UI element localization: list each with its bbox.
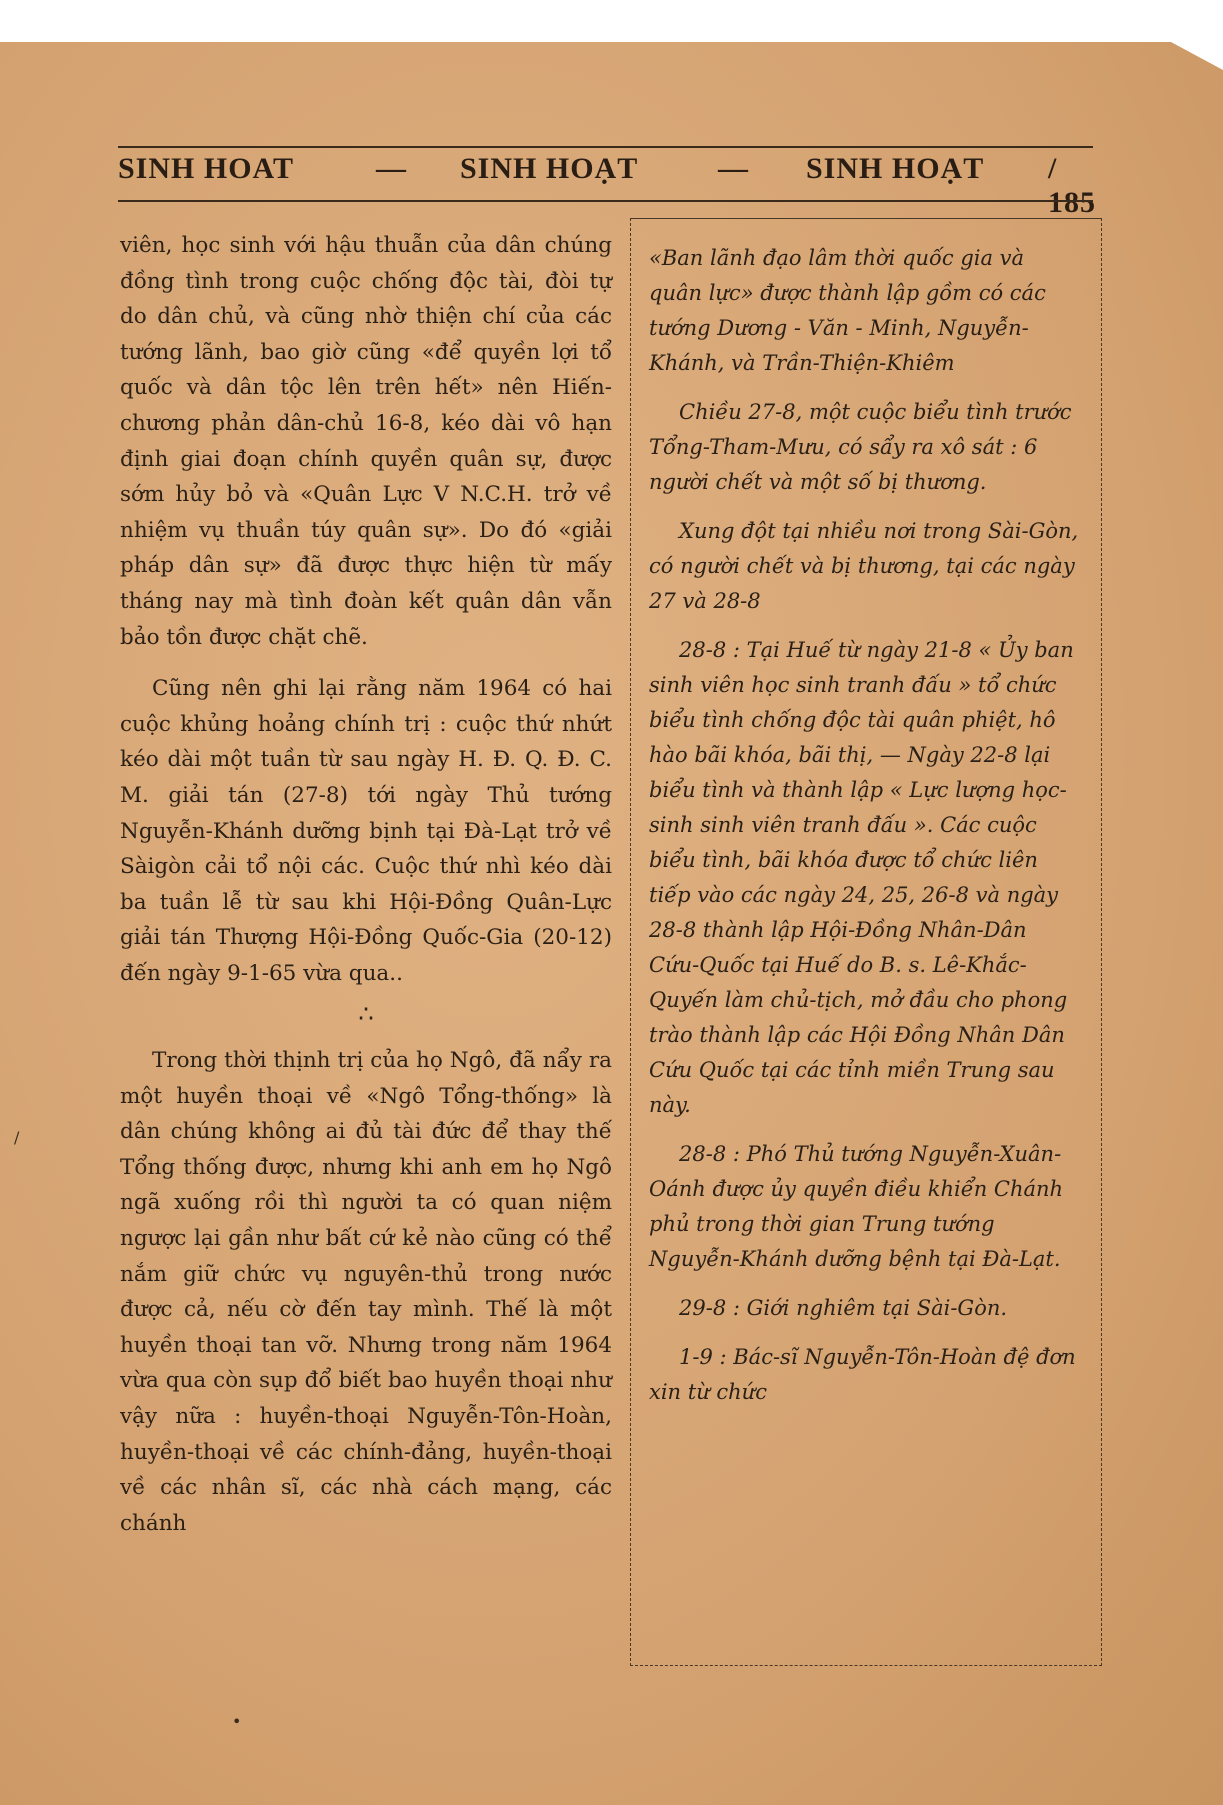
header-center-title: SINH HOẠT: [460, 152, 639, 185]
chronology-box: [630, 218, 1102, 1666]
margin-mark: /: [14, 1128, 20, 1147]
left-paragraph-2: Cũng nên ghi lại rằng năm 1964 có hai cuộc khủng hoảng chính trị : cuộc thứ nhứt kéo dài một tuần từ sau ngày H. Đ. Q. Đ. C. M. giải tán (27-8) tới ngày Thủ tướng Nguyễn-Khánh dưỡng bịnh tại Đà-Lạt trở về Sàigòn cải tổ nội các. Cuộc thứ nhì kéo dài ba tuần lễ từ sau khi Hội-Đồng Quân-Lực giải tán Thượng Hội-Đồng Quốc-Gia (20-12) đến ngày 9-1-65 vừa qua..: [120, 676, 612, 986]
page-number: / 185: [1048, 152, 1096, 219]
header-right-title: SINH HOẠT: [806, 152, 985, 185]
chronology-entry-3: Xung đột tại nhiều nơi trong Sài-Gòn, có người chết và bị thương, tại các ngày 27 và 28-8: [649, 519, 1079, 613]
left-paragraph-1: viên, học sinh với hậu thuẫn của dân chúng đồng tình trong cuộc chống độc tài, đòi tự do dân chủ, và cũng nhờ thiện chí của các tướng lãnh, bao giờ cũng «để quyền lợi tổ quốc và dân tộc lên trên hết» nên Hiến-chương phản dân-chủ 16-8, kéo dài vô hạn định giai đoạn chính quyền quân sự, được sớm hủy bỏ và «Quân Lực V N.C.H. trở về nhiệm vụ thuần túy quân sự». Do đó «giải pháp dân sự» đã được thực hiện từ mấy tháng nay mà tình đoàn kết quân dân vẫn bảo tồn được chặt chẽ.: [120, 233, 612, 650]
header-rule-top: [118, 146, 1093, 148]
header-rule-bottom: [118, 200, 1093, 202]
margin-dot: •: [232, 1712, 242, 1731]
chronology-entry-7: 1-9 : Bác-sĩ Nguyễn-Tôn-Hoàn đệ đơn xin từ chức: [649, 1345, 1076, 1404]
section-separator: ∴: [358, 1000, 374, 1029]
header-dash-2: —: [718, 152, 749, 185]
header-left-title: SINH HOAT: [118, 152, 294, 185]
chronology-entry-6: 29-8 : Giới nghiêm tại Sài-Gòn.: [679, 1296, 1008, 1320]
chronology-entry-5: 28-8 : Phó Thủ tướng Nguyễn-Xuân-Oánh được ủy quyền điều khiển Chánh phủ trong thời gian Trung tướng Nguyễn-Khánh dưỡng bệnh tại Đà-Lạt.: [649, 1142, 1064, 1271]
left-column: [120, 228, 612, 1541]
running-header: [118, 138, 1096, 219]
chronology-entry-2: Chiều 27-8, một cuộc biểu tình trước Tổng-Tham-Mưu, có sẩy ra xô sát : 6 người chết và một số bị thương.: [649, 400, 1072, 494]
chronology-entry-1: «Ban lãnh đạo lâm thời quốc gia và quân lực» được thành lập gồm có các tướng Dương - Văn - Minh, Nguyễn-Khánh, và Trần-Thiện-Khiêm: [649, 246, 1046, 375]
header-dash-1: —: [376, 152, 407, 185]
chronology-entry-4: 28-8 : Tại Huế từ ngày 21-8 « Ủy ban sinh viên học sinh tranh đấu » tổ chức biểu tình chống độc tài quân phiệt, hô hào bãi khóa, bãi thị, — Ngày 22-8 lại biểu tình và thành lập « Lực lượng học-sinh sinh viên tranh đấu ». Các cuộc biểu tình, bãi khóa được tổ chức liên tiếp vào các ngày 24, 25, 26-8 và ngày 28-8 thành lập Hội-Đồng Nhân-Dân Cứu-Quốc tại Huế do B. s. Lê-Khắc-Quyến làm chủ-tịch, mở đầu cho phong trào thành lập các Hội Đồng Nhân Dân Cứu Quốc tại các tỉnh miền Trung sau này.: [649, 638, 1074, 1117]
left-paragraph-3: Trong thời thịnh trị của họ Ngô, đã nẩy ra một huyền thoại về «Ngô Tổng-thống» là dân chúng không ai đủ tài đức để thay thế Tổng thống được, nhưng khi anh em họ Ngô ngã xuống rồi thì người ta có quan niệm ngược lại gần như bất cứ kẻ nào cũng có thể nắm giữ chức vụ nguyên-thủ trong nước được cả, nếu cờ đến tay mình. Thế là một huyền thoại tan vỡ. Nhưng trong năm 1964 vừa qua còn sụp đổ biết bao huyền thoại như vậy nữa : huyền-thoại Nguyễn-Tôn-Hoàn, huyền-thoại về các chính-đảng, huyền-thoại về các nhân sĩ, các nhà cách mạng, các chánh: [120, 1048, 612, 1536]
